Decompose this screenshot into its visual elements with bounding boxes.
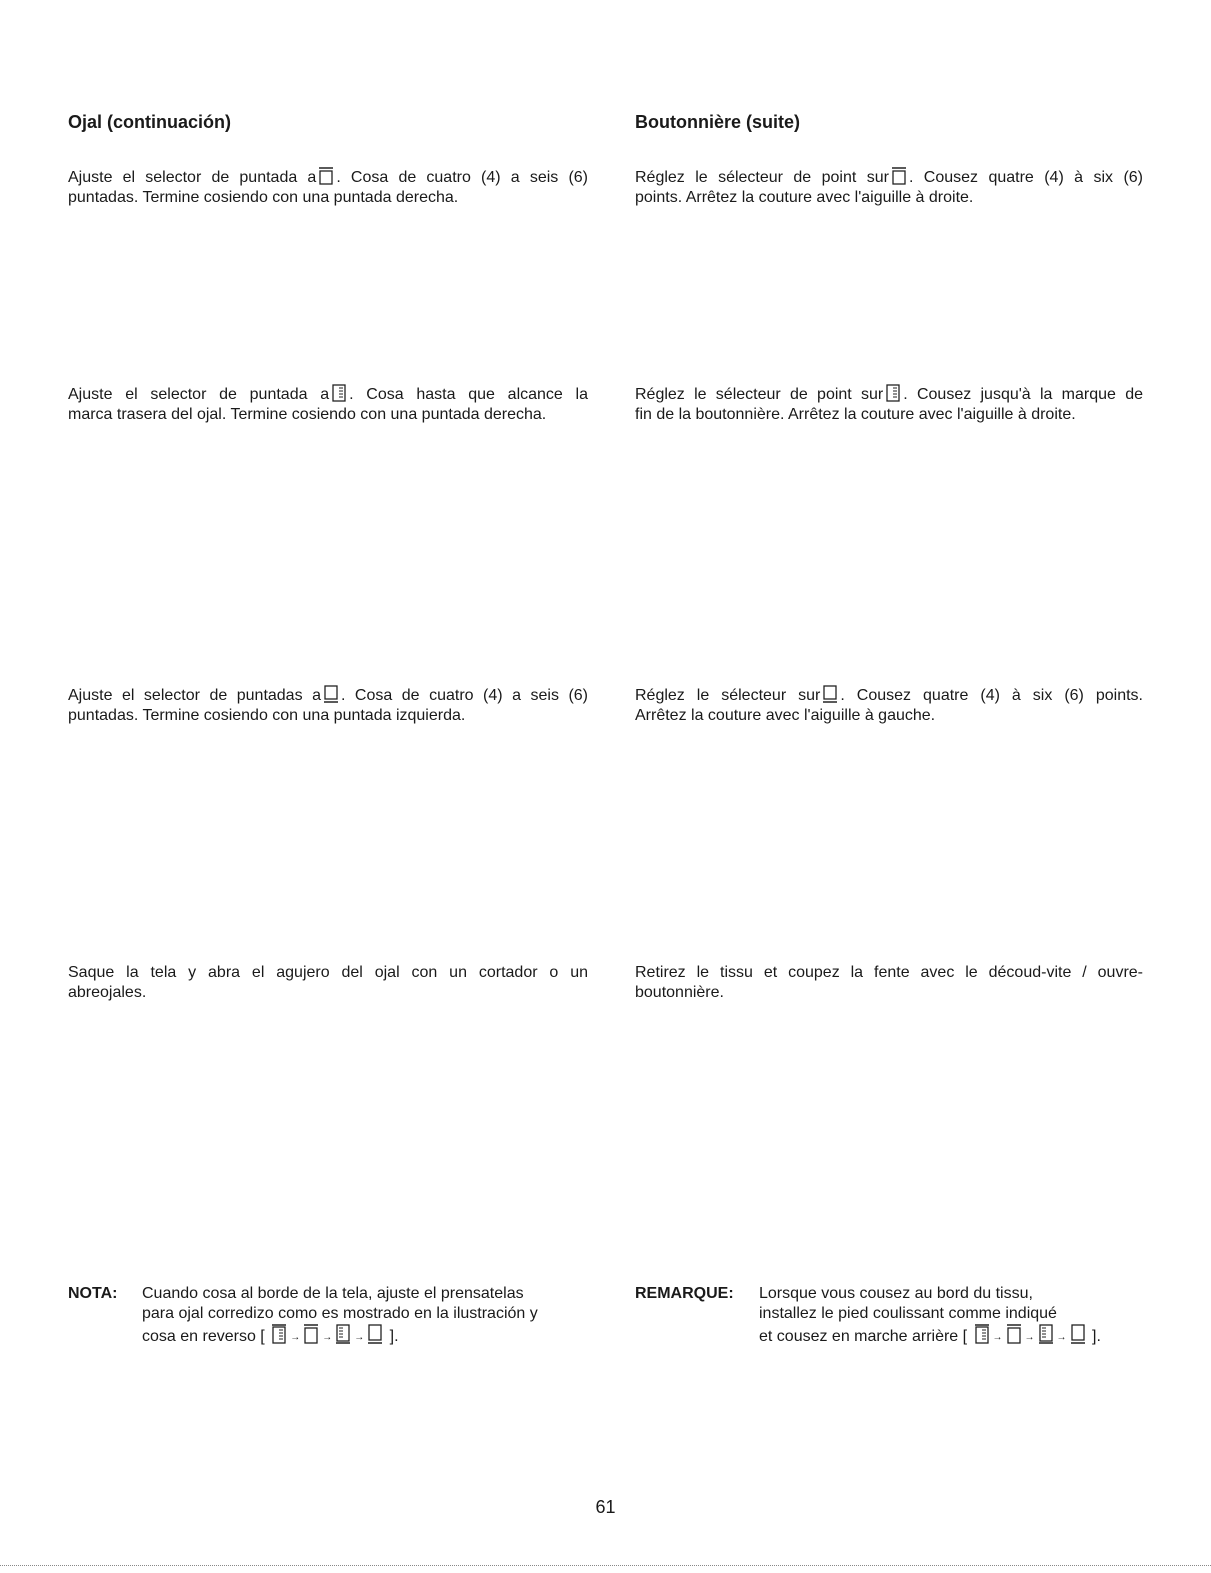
- fr-step-1: Réglez le sélecteur de point sur . Cousez quatre (4) à six (6) points. Arrêtez la couture avec l'aiguille à droite.: [635, 169, 1144, 206]
- es-note-label: NOTA:: [68, 1285, 118, 1302]
- fr-heading: Boutonnière (suite): [635, 112, 800, 132]
- buttonhole-bartack-top-icon: [1007, 1324, 1021, 1344]
- es-step-2: Ajuste el selector de puntada a . Cosa hasta que alcance la marca trasera del ojal. Termine cosiendo con una puntada derecha.: [68, 386, 589, 423]
- arrow-right-icon: →: [290, 1332, 301, 1343]
- buttonhole-right-row-icon: [1039, 1324, 1053, 1344]
- buttonhole-left-row-icon: [332, 384, 346, 402]
- fr-note-sequence: et cousez en marche arrière [ → → → ].: [759, 1324, 1189, 1348]
- buttonhole-bartack-bottom-icon: [324, 685, 338, 703]
- buttonhole-bartack-bottom-icon: [823, 685, 837, 703]
- page-number: 61: [595, 1497, 616, 1517]
- fr-step-3: Réglez le sélecteur sur . Cousez quatre (4) à six (6) points. Arrêtez la couture avec l'aiguille à gauche.: [635, 687, 1143, 724]
- page-bottom-divider: [0, 1565, 1211, 1567]
- es-note-text: Cuando cosa al borde de la tela, ajuste el prensatelas para ojal corredizo como es mostrado en la ilustración y cosa en reverso [ → → → ].: [142, 1284, 592, 1348]
- buttonhole-bartack-top-icon: [319, 167, 333, 185]
- es-note-sequence: cosa en reverso [ → → → ].: [142, 1324, 592, 1348]
- fr-note-label: REMARQUE:: [635, 1285, 734, 1302]
- buttonhole-right-row-icon: [336, 1324, 350, 1344]
- es-step-3: Ajuste el selector de puntadas a . Cosa de cuatro (4) a seis (6) puntadas. Termine cosiendo con una puntada izquierda.: [68, 687, 589, 724]
- buttonhole-bartack-top-icon: [892, 167, 906, 185]
- buttonhole-bartack-bottom-icon: [368, 1324, 382, 1344]
- buttonhole-bartack-top-icon: [304, 1324, 318, 1344]
- es-step-4: Saque la tela y abra el agujero del ojal con un cortador o un abreojales.: [68, 964, 588, 1001]
- buttonhole-left-row-icon: [272, 1324, 286, 1344]
- arrow-right-icon: →: [322, 1332, 333, 1343]
- buttonhole-left-row-icon: [975, 1324, 989, 1344]
- fr-note-text: Lorsque vous cousez au bord du tissu, installez le pied coulissant comme indiqué et cousez en marche arrière [ → → → ].: [759, 1284, 1189, 1348]
- arrow-right-icon: →: [1056, 1332, 1067, 1343]
- es-step-1: Ajuste el selector de puntada a . Cosa de cuatro (4) a seis (6) puntadas. Termine cosiendo con una puntada derecha.: [68, 169, 589, 206]
- fr-step-4: Retirez le tissu et coupez la fente avec le découd-vite / ouvre- boutonnière.: [635, 964, 1143, 1001]
- arrow-right-icon: →: [992, 1332, 1003, 1343]
- arrow-right-icon: →: [354, 1332, 365, 1343]
- fr-step-2: Réglez le sélecteur de point sur . Cousez jusqu'à la marque de fin de la boutonnière. Arrêtez la couture avec l'aiguille à droite.: [635, 386, 1144, 423]
- buttonhole-left-row-icon: [886, 384, 900, 402]
- arrow-right-icon: →: [1024, 1332, 1035, 1343]
- es-heading: Ojal (continuación): [68, 112, 232, 132]
- buttonhole-bartack-bottom-icon: [1071, 1324, 1085, 1344]
